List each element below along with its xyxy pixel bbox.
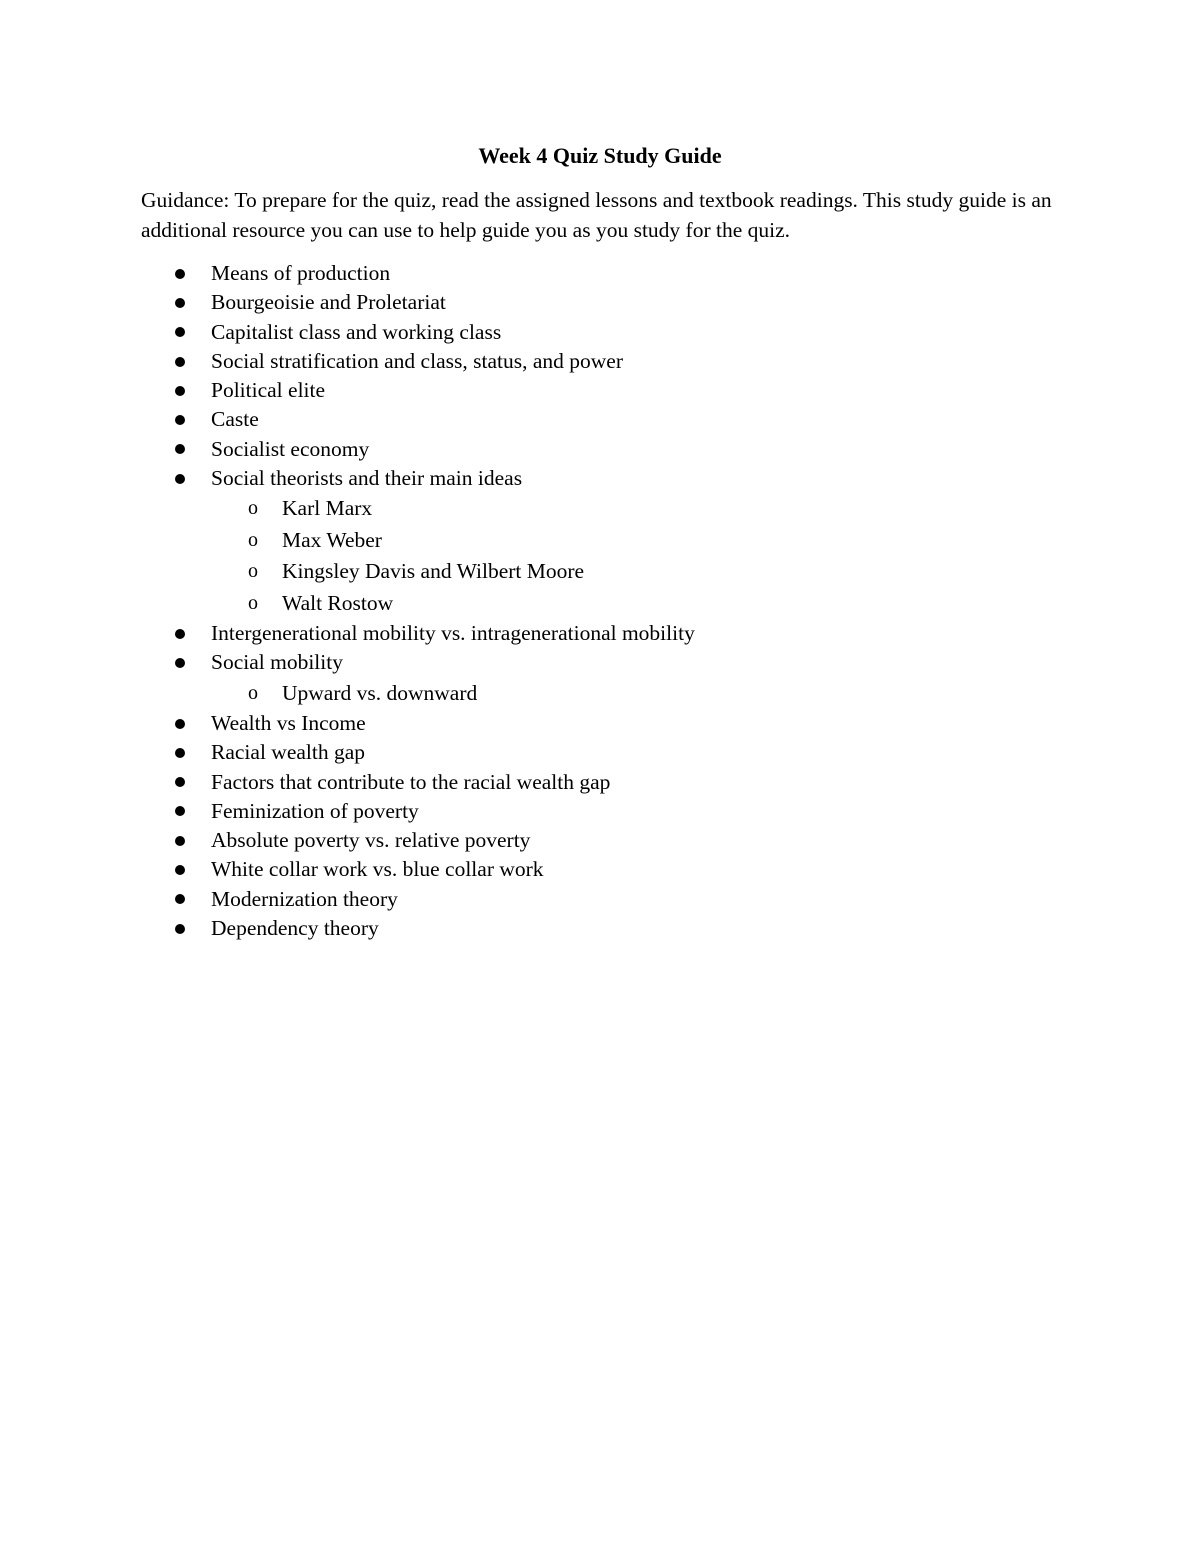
list-item-text: Socialist economy xyxy=(211,436,370,461)
list-item-text: Feminization of poverty xyxy=(211,798,419,823)
list-item-text: Social theorists and their main ideas xyxy=(211,466,523,491)
list-item xyxy=(0,709,1200,738)
list-item-text: Max Weber xyxy=(282,527,382,552)
bullet-icon xyxy=(175,474,185,484)
list-item-text: Kingsley Davis and Wilbert Moore xyxy=(282,559,585,584)
list-item-text: Karl Marx xyxy=(282,496,373,521)
list-item-text: Social stratification and class, status, and power xyxy=(211,348,623,373)
list-item xyxy=(0,797,1200,826)
bullet-icon xyxy=(175,748,185,758)
list-item-text: Means of production xyxy=(211,261,391,285)
list-item xyxy=(0,318,1200,347)
bullet-icon xyxy=(175,865,185,875)
list-item-text: Social mobility xyxy=(211,650,343,675)
list-item xyxy=(0,914,1200,943)
bullet-icon xyxy=(175,386,185,396)
list-item xyxy=(0,376,1200,405)
list-item-text: Wealth vs Income xyxy=(211,710,366,735)
sub-bullet-marker: o xyxy=(248,560,258,583)
bullet-icon xyxy=(175,924,185,934)
sub-bullet-marker: o xyxy=(248,681,258,704)
list-item xyxy=(0,619,1200,648)
list-item-text: Upward vs. downward xyxy=(282,680,478,705)
sub-bullet-marker: o xyxy=(248,497,258,520)
list-item-text: Capitalist class and working class xyxy=(211,319,502,344)
list-item-text: Walt Rostow xyxy=(282,590,394,615)
list-item xyxy=(0,826,1200,855)
bullet-icon xyxy=(175,327,185,337)
bullet-icon xyxy=(175,777,185,787)
list-item xyxy=(0,435,1200,464)
sub-bullet-marker: o xyxy=(248,591,258,614)
list-item xyxy=(0,738,1200,767)
sub-bullet-marker: o xyxy=(248,528,258,551)
list-item xyxy=(0,347,1200,376)
list-item xyxy=(0,288,1200,317)
sub-list-item xyxy=(0,678,1200,709)
list-item-text: Political elite xyxy=(211,378,326,403)
list-item-text: Racial wealth gap xyxy=(211,740,366,765)
list-item xyxy=(0,855,1200,884)
list-item-text: Factors that contribute to the racial wealth gap xyxy=(211,769,611,794)
bullet-icon xyxy=(175,719,185,729)
list-item xyxy=(0,405,1200,434)
sub-list-item xyxy=(0,525,1200,556)
list-item-text: Absolute poverty vs. relative poverty xyxy=(211,828,531,853)
topic-list xyxy=(0,259,1200,943)
bullet-icon xyxy=(175,415,185,425)
list-item-text: Caste xyxy=(211,407,259,432)
bullet-icon xyxy=(175,806,185,816)
list-item xyxy=(0,768,1200,797)
list-item-text: Modernization theory xyxy=(211,886,398,911)
list-item-text: Bourgeoisie and Proletariat xyxy=(211,290,446,315)
bullet-icon xyxy=(175,629,185,639)
list-item xyxy=(0,885,1200,914)
sub-list-item xyxy=(0,556,1200,587)
bullet-icon xyxy=(175,269,185,279)
guidance-paragraph: Guidance: To prepare for the quiz, read the assigned lessons and textbook readings. This study guide is an additional resource you can use to help guide you as you study for the quiz. xyxy=(141,188,1052,242)
list-item-text: Intergenerational mobility vs. intragenerational mobility xyxy=(211,620,695,645)
list-item-text: Dependency theory xyxy=(211,916,379,940)
bullet-icon xyxy=(175,658,185,668)
bullet-icon xyxy=(175,357,185,367)
bullet-icon xyxy=(175,894,185,904)
list-item xyxy=(0,259,1200,288)
page-title: Week 4 Quiz Study Guide xyxy=(478,143,722,168)
list-item xyxy=(0,464,1200,493)
sub-list-item xyxy=(0,493,1200,524)
bullet-icon xyxy=(175,836,185,846)
list-item-text: White collar work vs. blue collar work xyxy=(211,857,544,882)
bullet-icon xyxy=(175,444,185,454)
bullet-icon xyxy=(175,298,185,308)
sub-list-item xyxy=(0,588,1200,619)
list-item xyxy=(0,648,1200,677)
